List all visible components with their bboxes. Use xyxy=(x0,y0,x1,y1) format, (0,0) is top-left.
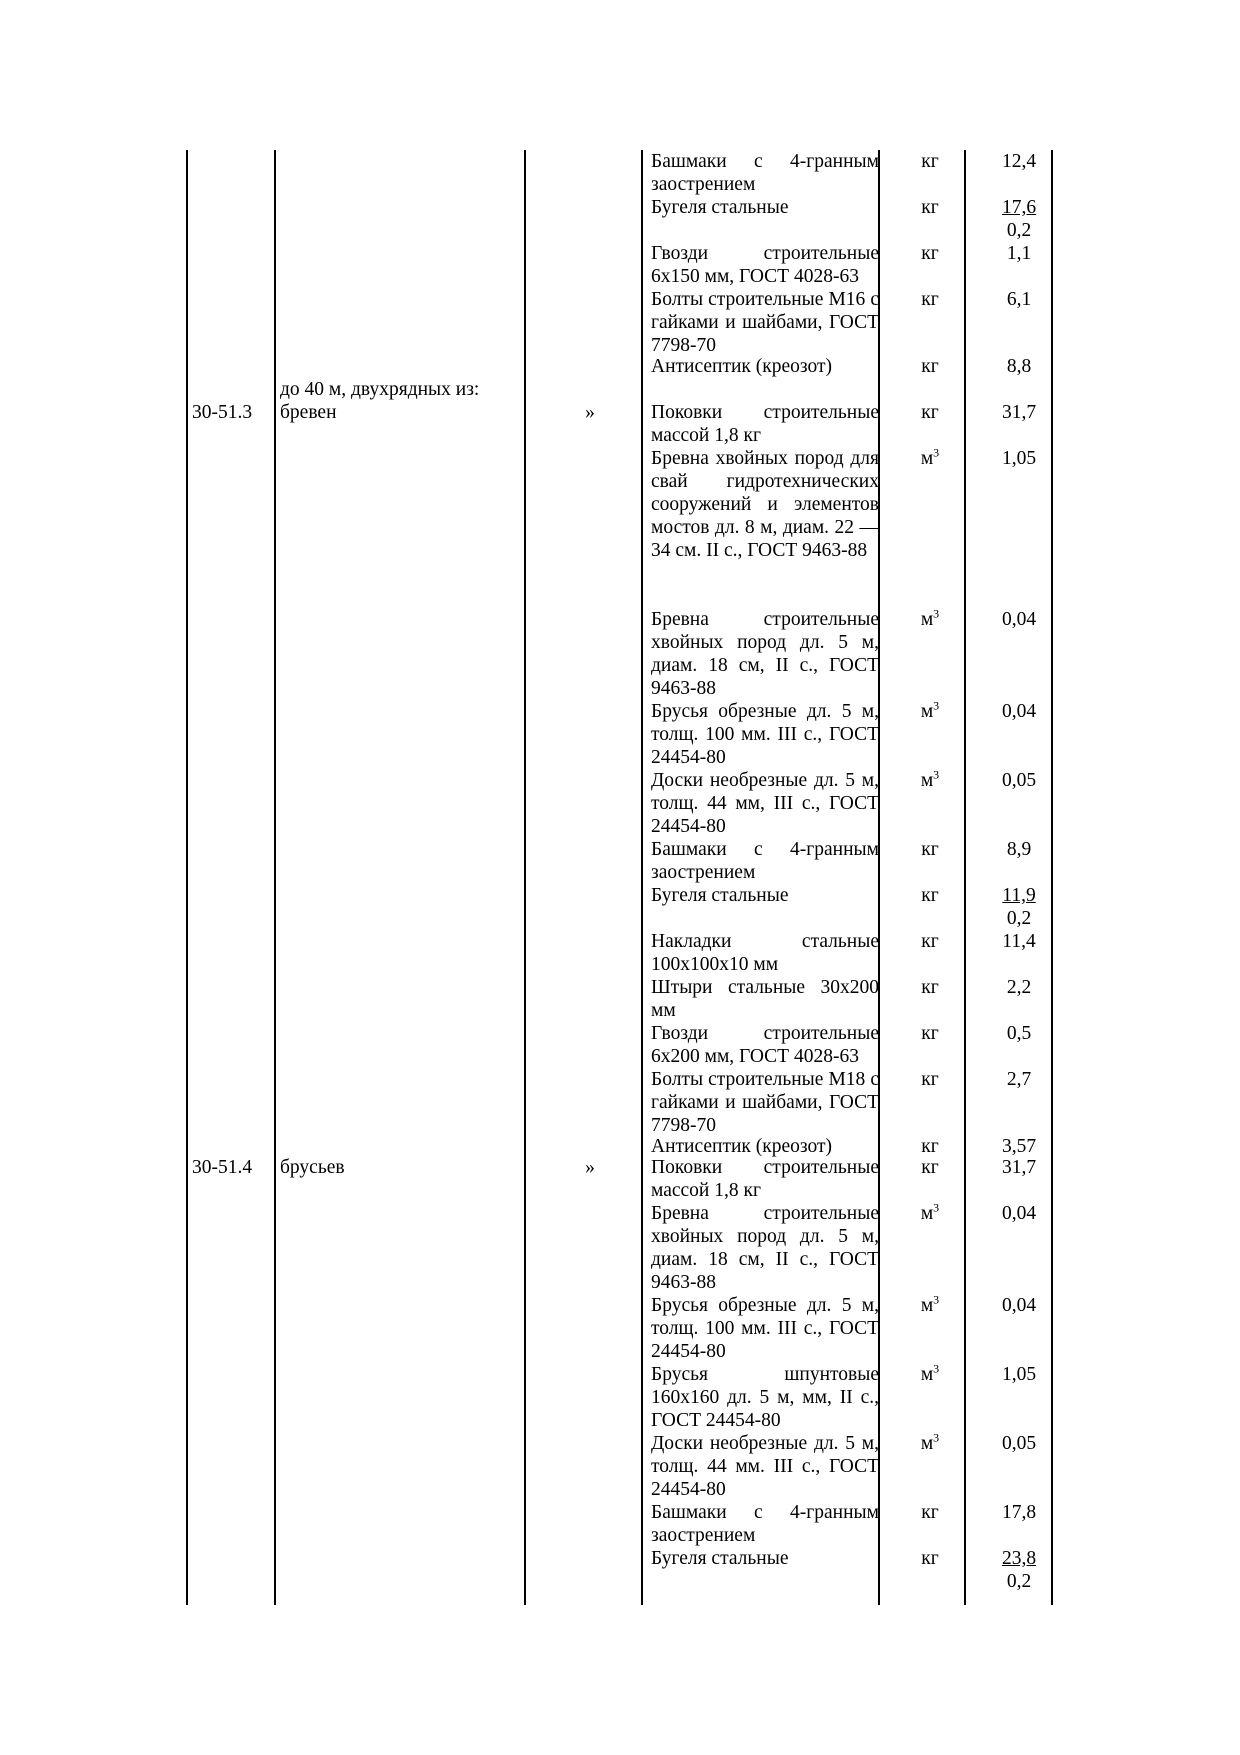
quantity: 11,4 xyxy=(1002,931,1036,952)
unit-of-measure xyxy=(910,150,950,173)
quantity: 17,8 xyxy=(1001,1502,1037,1523)
item-code: 30-51.3 xyxy=(192,402,253,423)
unit-text: кг xyxy=(921,931,939,952)
unit-text: кг xyxy=(921,1023,939,1044)
quantity: 31,7 xyxy=(1001,1157,1037,1178)
unit-of-measure xyxy=(910,884,950,907)
quantity: 0,04 xyxy=(1001,1203,1037,1224)
unit-of-measure xyxy=(910,242,950,265)
quantity: 8,8 xyxy=(1006,356,1032,377)
unit-text: кг xyxy=(921,977,939,998)
unit-text: кг xyxy=(921,1157,939,1178)
quantity-sub: 0,2 xyxy=(1006,908,1032,929)
material-name: Поковки строительные массой 1,8 кг xyxy=(651,1157,879,1201)
material-name: Брусья обрезные дл. 5 м, толщ. 100 мм. III с., ГОСТ 24454-80 xyxy=(651,701,879,768)
unit-text: кг xyxy=(921,839,939,860)
quantity: 31,7 xyxy=(1001,402,1037,423)
unit-of-measure xyxy=(910,838,950,861)
quantity: 1,05 xyxy=(1001,448,1037,469)
unit-text: кг xyxy=(921,289,939,310)
quantity: 12,4 xyxy=(1001,151,1037,172)
item-name: брусьев xyxy=(280,1157,345,1178)
material-name: Гвозди строительные 6х150 мм, ГОСТ 4028-63 xyxy=(651,243,879,287)
quantity: 0,04 xyxy=(1001,701,1037,722)
material-name: Брусья шпунтовые 160х160 дл. 5 м, мм, II с., ГОСТ 24454-80 xyxy=(651,1364,879,1431)
material-name: Доски необрезные дл. 5 м, толщ. 44 мм, III с., ГОСТ 24454-80 xyxy=(651,770,879,837)
quantity-main: 23,8 xyxy=(1001,1548,1037,1569)
quantity: 8,9 xyxy=(1006,839,1032,860)
unit-of-measure xyxy=(910,1432,950,1455)
material-name: Антисептик (креозот) xyxy=(651,1136,832,1157)
unit-exponent: 3 xyxy=(933,767,940,782)
quantity: 6,1 xyxy=(1006,289,1032,310)
unit-of-measure xyxy=(910,1135,950,1158)
unit-text: кг xyxy=(921,1136,939,1157)
unit-of-measure xyxy=(910,1068,950,1091)
quantity: 2,2 xyxy=(1006,977,1032,998)
item-code: 30-51.4 xyxy=(192,1157,253,1178)
unit-of-measure xyxy=(910,1202,950,1225)
item-name-line: бревен xyxy=(280,402,337,423)
column-rule xyxy=(964,150,966,1605)
material-name: Башмаки с 4-гранным заострением xyxy=(651,839,879,883)
column-rule xyxy=(274,150,276,1605)
unit-text: кг xyxy=(921,243,939,264)
material-name: Антисептик (креозот) xyxy=(651,356,832,377)
material-name: Болты строительные М18 с гайками и шайбами, ГОСТ 7798-70 xyxy=(651,1069,879,1136)
quantity-sub: 0,2 xyxy=(1006,1571,1032,1592)
column-rule xyxy=(524,150,526,1605)
quantity: 1,1 xyxy=(1006,243,1032,264)
unit-of-measure xyxy=(910,196,950,219)
unit-of-measure xyxy=(910,1022,950,1045)
quantity: 0,04 xyxy=(1001,609,1037,630)
unit-text: м xyxy=(920,770,934,791)
unit-text: м xyxy=(920,1203,934,1224)
ditto-mark: » xyxy=(585,402,595,423)
unit-exponent: 3 xyxy=(933,606,940,621)
unit-exponent: 3 xyxy=(933,1200,940,1215)
unit-text: м xyxy=(920,1433,934,1454)
material-name: Бревна хвойных пород для свай гидротехнических сооружений и элементов мостов дл. 8 м, диам. 22 — 34 см. II с., ГОСТ 9463-88 xyxy=(651,448,879,561)
quantity-main: 11,9 xyxy=(1002,885,1036,906)
material-name: Гвозди строительные 6х200 мм, ГОСТ 4028-63 xyxy=(651,1023,879,1067)
material-name: Башмаки с 4-гранным заострением xyxy=(651,151,879,195)
unit-of-measure xyxy=(910,1547,950,1570)
item-name-line: до 40 м, двухрядных из: xyxy=(280,379,480,400)
material-name: Бревна строительные хвойных пород дл. 5 м, диам. 18 см, II с., ГОСТ 9463-88 xyxy=(651,1203,879,1293)
quantity: 0,05 xyxy=(1001,1433,1037,1454)
unit-text: кг xyxy=(921,885,939,906)
unit-of-measure xyxy=(910,1363,950,1386)
material-name: Бревна строительные хвойных пород дл. 5 м, диам. 18 см, II с., ГОСТ 9463-88 xyxy=(651,609,879,699)
unit-exponent: 3 xyxy=(933,1361,940,1376)
unit-text: м xyxy=(920,1364,934,1385)
unit-exponent: 3 xyxy=(933,1430,940,1445)
material-name: Накладки стальные 100х100х10 мм xyxy=(651,931,879,975)
material-name: Бугеля стальные xyxy=(651,885,789,906)
material-name: Брусья обрезные дл. 5 м, толщ. 100 мм. III с., ГОСТ 24454-80 xyxy=(651,1295,879,1362)
unit-text: кг xyxy=(921,402,939,423)
quantity: 0,04 xyxy=(1001,1295,1037,1316)
unit-of-measure xyxy=(910,930,950,953)
ditto-mark: » xyxy=(585,1157,595,1178)
column-rule xyxy=(186,150,188,1605)
quantity xyxy=(970,1547,1068,1593)
column-rule xyxy=(641,150,643,1605)
unit-text: кг xyxy=(921,1548,939,1569)
unit-of-measure xyxy=(910,1156,950,1179)
unit-text: кг xyxy=(921,197,939,218)
quantity xyxy=(970,196,1068,242)
unit-text: м xyxy=(920,1295,934,1316)
material-name: Болты строительные М16 с гайками и шайбами, ГОСТ 7798-70 xyxy=(651,289,879,356)
quantity: 0,5 xyxy=(1006,1023,1032,1044)
unit-text: кг xyxy=(921,1502,939,1523)
material-name: Доски необрезные дл. 5 м, толщ. 44 мм. III с., ГОСТ 24454-80 xyxy=(651,1433,879,1500)
quantity-sub: 0,2 xyxy=(1006,220,1032,241)
unit-text: м xyxy=(920,701,934,722)
material-name: Штыри стальные 30х200 мм xyxy=(651,977,879,1021)
material-name: Поковки строительные массой 1,8 кг xyxy=(651,402,879,446)
unit-text: кг xyxy=(921,356,939,377)
unit-of-measure xyxy=(910,288,950,311)
unit-exponent: 3 xyxy=(933,698,940,713)
unit-text: кг xyxy=(921,1069,939,1090)
quantity: 1,05 xyxy=(1001,1364,1037,1385)
quantity: 2,7 xyxy=(1006,1069,1032,1090)
unit-of-measure xyxy=(910,608,950,631)
unit-of-measure xyxy=(910,355,950,378)
unit-of-measure xyxy=(910,1501,950,1524)
unit-of-measure xyxy=(910,447,950,470)
quantity: 0,05 xyxy=(1001,770,1037,791)
material-name: Бугеля стальные xyxy=(651,1548,789,1569)
unit-of-measure xyxy=(910,769,950,792)
unit-exponent: 3 xyxy=(933,445,940,460)
unit-exponent: 3 xyxy=(933,1292,940,1307)
unit-of-measure xyxy=(910,976,950,999)
unit-text: м xyxy=(920,609,934,630)
unit-of-measure xyxy=(910,1294,950,1317)
quantity xyxy=(970,884,1068,930)
unit-of-measure xyxy=(910,700,950,723)
material-name: Бугеля стальные xyxy=(651,197,789,218)
unit-text: кг xyxy=(921,151,939,172)
quantity: 3,57 xyxy=(1001,1136,1037,1157)
unit-of-measure xyxy=(910,401,950,424)
quantity-main: 17,6 xyxy=(1001,197,1037,218)
material-name: Башмаки с 4-гранным заострением xyxy=(651,1502,879,1546)
unit-text: м xyxy=(920,448,934,469)
